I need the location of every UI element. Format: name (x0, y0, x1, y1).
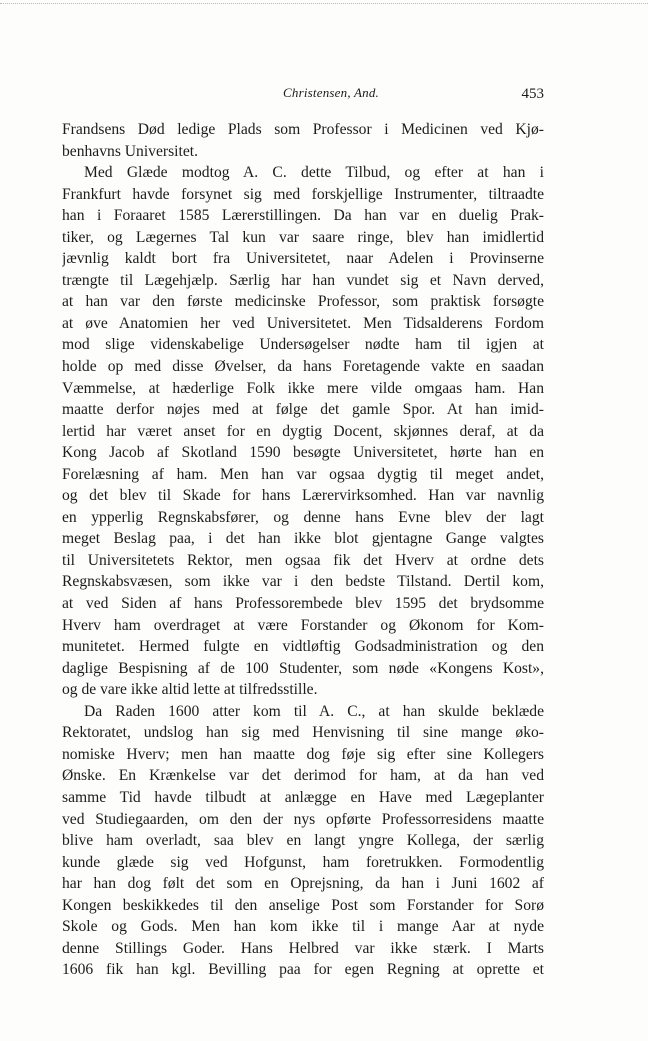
text-line: ved Studiegaarden, om den der nys opførte Professorresidens maatte (62, 810, 544, 828)
text-line: at ved Siden af hans Professorembede blev 1595 det brydsomme (62, 595, 544, 613)
body-text (62, 119, 544, 981)
text-line: trængte til Lægehjælp. Særlig har han vundet sig et Navn derved, (62, 271, 544, 289)
text-line: munitetet. Hermed fulgte en vidtløftig Godsadministration og den (62, 638, 544, 656)
text-line: daglige Bespisning af de 100 Studenter, som nøde «Kongens Kost», (62, 659, 544, 677)
text-line: og det blev til Skade for hans Lærervirksomhed. Han var navnlig (62, 487, 544, 505)
text-line: Ønske. En Krænkelse var det derimod for ham, at da han ved (62, 767, 544, 785)
top-edge-rule (0, 0, 648, 4)
text-line: at han var den første medicinske Professor, som praktisk forsøgte (62, 293, 544, 311)
text-line: en ypperlig Regnskabsfører, og denne hans Evne blev der lagt (62, 508, 544, 526)
text-line: har han dog følt det som en Oprejsning, da han i Juni 1602 af (62, 875, 544, 893)
running-head (62, 80, 544, 104)
text-line: han i Foraaret 1585 Lærerstillingen. Da han var en duelig Prak- (62, 207, 544, 225)
text-line: samme Tid havde tilbudt at anlægge en Have med Lægeplanter (62, 788, 544, 806)
text-line: Kong Jacob af Skotland 1590 besøgte Universitetet, hørte han en (62, 444, 544, 462)
text-line: Forelæsning af ham. Men han var ogsaa dygtig til meget andet, (62, 465, 544, 483)
text-line: lertid har været anset for en dygtig Docent, skjønnes deraf, at da (62, 422, 544, 440)
text-line: Regnskabsvæsen, som ikke var i den bedste Tilstand. Dertil kom, (62, 573, 544, 591)
text-line: nomiske Hverv; men han maatte dog føje sig efter sine Kollegers (62, 745, 544, 763)
text-line: jævnlig kaldt bort fra Universitetet, naar Adelen i Provinserne (62, 250, 544, 268)
text-line: og de vare ikke altid lette at tilfredsstille. (62, 681, 318, 699)
text-line: Hverv ham overdraget at være Forstander og Økonom for Kom- (62, 616, 544, 634)
text-line: Frankfurt havde forsynet sig med forskjellige Instrumenter, tiltraadte (62, 185, 544, 203)
text-line: Væmmelse, at hæderlige Folk ikke mere vilde omgaas ham. Han (62, 379, 544, 397)
text-line: meget Beslag paa, i det han ikke blot gjentagne Gange valgtes (62, 530, 544, 548)
text-line: Med Glæde modtog A. C. dette Tilbud, og efter at han i (84, 164, 544, 182)
text-line: Rektoratet, undslog han sig med Henvisning til sine mange øko- (62, 724, 544, 742)
text-line: tiker, og Lægernes Tal kun var saare ringe, blev han imidlertid (62, 228, 544, 246)
text-line: Da Raden 1600 atter kom til A. C., at han skulde beklæde (84, 702, 544, 720)
text-line: benhavns Universitet. (62, 142, 198, 160)
text-line: Kongen beskikkedes til den anselige Post som Forstander for Sorø (62, 896, 544, 914)
text-line: at øve Anatomien her ved Universitetet. Men Tidsalderens Fordom (62, 314, 544, 332)
text-line: maatte derfor nøjes med at følge det gamle Spor. At han imid- (62, 401, 544, 419)
text-line: denne Stillings Goder. Hans Helbred var ikke stærk. I Marts (62, 939, 544, 957)
running-title: Christensen, And. (283, 85, 379, 100)
text-line: 1606 fik han kgl. Bevilling paa for egen Regning at oprette et (62, 961, 544, 979)
text-line: til Universitetets Rektor, men ogsaa fik det Hverv at ordne dets (62, 551, 544, 569)
page-number: 453 (521, 86, 544, 102)
text-line: mod slige videnskabelige Undersøgelser nødte ham til igjen at (62, 336, 544, 354)
text-line: holde op med disse Øvelser, da hans Foretagende vakte en saadan (62, 358, 544, 376)
text-line: blive ham overladt, saa blev en langt yngre Kollega, der særlig (62, 832, 544, 850)
text-line: kunde glæde sig ved Hofgunst, ham foretrukken. Formodentlig (62, 853, 544, 871)
text-line: Skole og Gods. Men han kom ikke til i mange Aar at nyde (62, 918, 544, 936)
text-line: Frandsens Død ledige Plads som Professor i Medicinen ved Kjø- (62, 121, 544, 138)
